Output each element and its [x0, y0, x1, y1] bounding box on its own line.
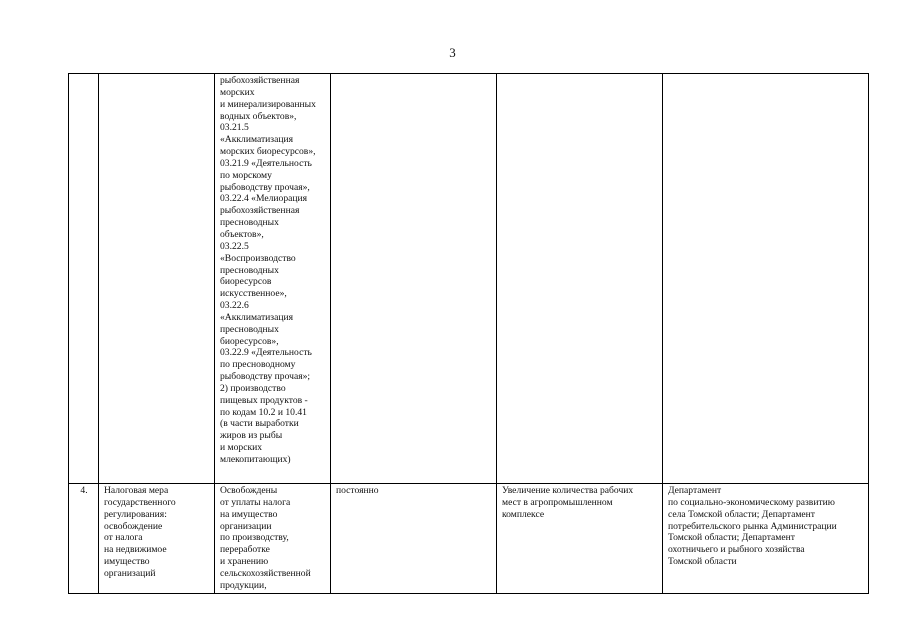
text-line: от налога [104, 532, 143, 544]
row-number-cell [69, 484, 99, 594]
description-cell [215, 74, 331, 484]
text-line: имущество [104, 556, 150, 568]
row-number: 4. [80, 485, 88, 496]
text-line: и морских [220, 442, 263, 454]
text-line: постоянно [336, 485, 379, 496]
text-line: биоресурсов [220, 276, 272, 288]
page-number: 3 [449, 45, 456, 60]
text-line: сельскохозяйственной [220, 567, 311, 579]
text-line: «Воспроизводство [220, 252, 296, 264]
text-line: организации [220, 520, 272, 532]
text-line: рыбоводству прочая», [220, 181, 310, 193]
text-line: регулирования: [104, 508, 167, 520]
text-line: объектов», [220, 228, 264, 240]
text-line: 03.21.9 «Деятельность [220, 157, 312, 169]
result-cell [497, 74, 663, 484]
text-line: 03.22.6 [220, 300, 249, 312]
text-line: организаций [104, 567, 156, 579]
responsible-cell [663, 74, 869, 484]
text-line: пресноводных [220, 217, 279, 229]
text-line: переработке [220, 544, 270, 556]
text-line: по кодам 10.2 и 10.41 [220, 406, 307, 418]
text-line: 03.22.5 [220, 240, 249, 252]
text-line: по социально-экономическому развитию [668, 496, 835, 508]
text-line: Налоговая мера [104, 485, 169, 496]
text-line: охотничьего и рыбного хозяйства [668, 544, 805, 556]
measure-cell [99, 74, 215, 484]
result-cell [497, 484, 663, 594]
text-line: мест в агропромышленном [502, 496, 613, 508]
text-line: Увеличение количества рабочих [502, 485, 634, 496]
text-line: Томской области [668, 556, 737, 568]
text-line: и минерализированных [220, 98, 316, 110]
text-line: пищевых продуктов - [220, 394, 308, 406]
text-line: по пресноводному [220, 359, 296, 371]
text-line: морских [220, 86, 255, 98]
text-line: Освобождены [220, 485, 278, 496]
text-line: морских биоресурсов», [220, 146, 316, 158]
text-line: комплексе [502, 508, 545, 520]
text-line: государственного [104, 496, 176, 508]
text-line: 03.22.9 «Деятельность [220, 347, 312, 359]
text-line: пресноводных [220, 323, 279, 335]
text-line: села Томской области; Департамент [668, 508, 816, 520]
text-line: «Акклиматизация [220, 311, 294, 323]
table-row [69, 484, 869, 594]
text-line: жиров из рыбы [220, 430, 283, 442]
text-line: продукции, [220, 579, 267, 591]
text-line: млекопитающих) [220, 454, 291, 465]
term-cell [331, 484, 497, 594]
text-line: Томской области; Департамент [668, 532, 795, 544]
text-line: по морскому [220, 169, 272, 181]
table-row [69, 74, 869, 484]
text-line: 2) производство [220, 382, 286, 394]
text-line: искусственное», [220, 288, 287, 300]
text-line: от уплаты налога [220, 496, 291, 508]
text-line: на имущество [220, 508, 278, 520]
text-line: пресноводных [220, 264, 279, 276]
text-line: Департамент [668, 485, 722, 496]
text-line: 03.22.4 «Мелиорация [220, 193, 308, 205]
text-line: «Акклиматизация [220, 134, 294, 146]
text-line: рыбоводству прочая»; [220, 371, 311, 383]
text-line: 03.21.5 [220, 122, 249, 134]
text-line: по производству, [220, 532, 289, 544]
text-line: потребительского рынка Администрации [668, 520, 837, 532]
text-line: рыбохозяйственная [220, 205, 300, 217]
text-line: водных объектов», [220, 110, 297, 122]
description-cell [215, 484, 331, 594]
term-cell [331, 74, 497, 484]
text-line: и хранению [220, 556, 269, 568]
text-line: рыбохозяйственная [220, 75, 300, 86]
measure-cell [99, 484, 215, 594]
responsible-cell [663, 484, 869, 594]
row-number-cell [69, 74, 99, 484]
measures-table [68, 73, 869, 594]
text-line: (в части выработки [220, 418, 299, 430]
text-line: освобождение [104, 520, 163, 532]
text-line: на недвижимое [104, 544, 167, 556]
text-line: биоресурсов», [220, 335, 279, 347]
